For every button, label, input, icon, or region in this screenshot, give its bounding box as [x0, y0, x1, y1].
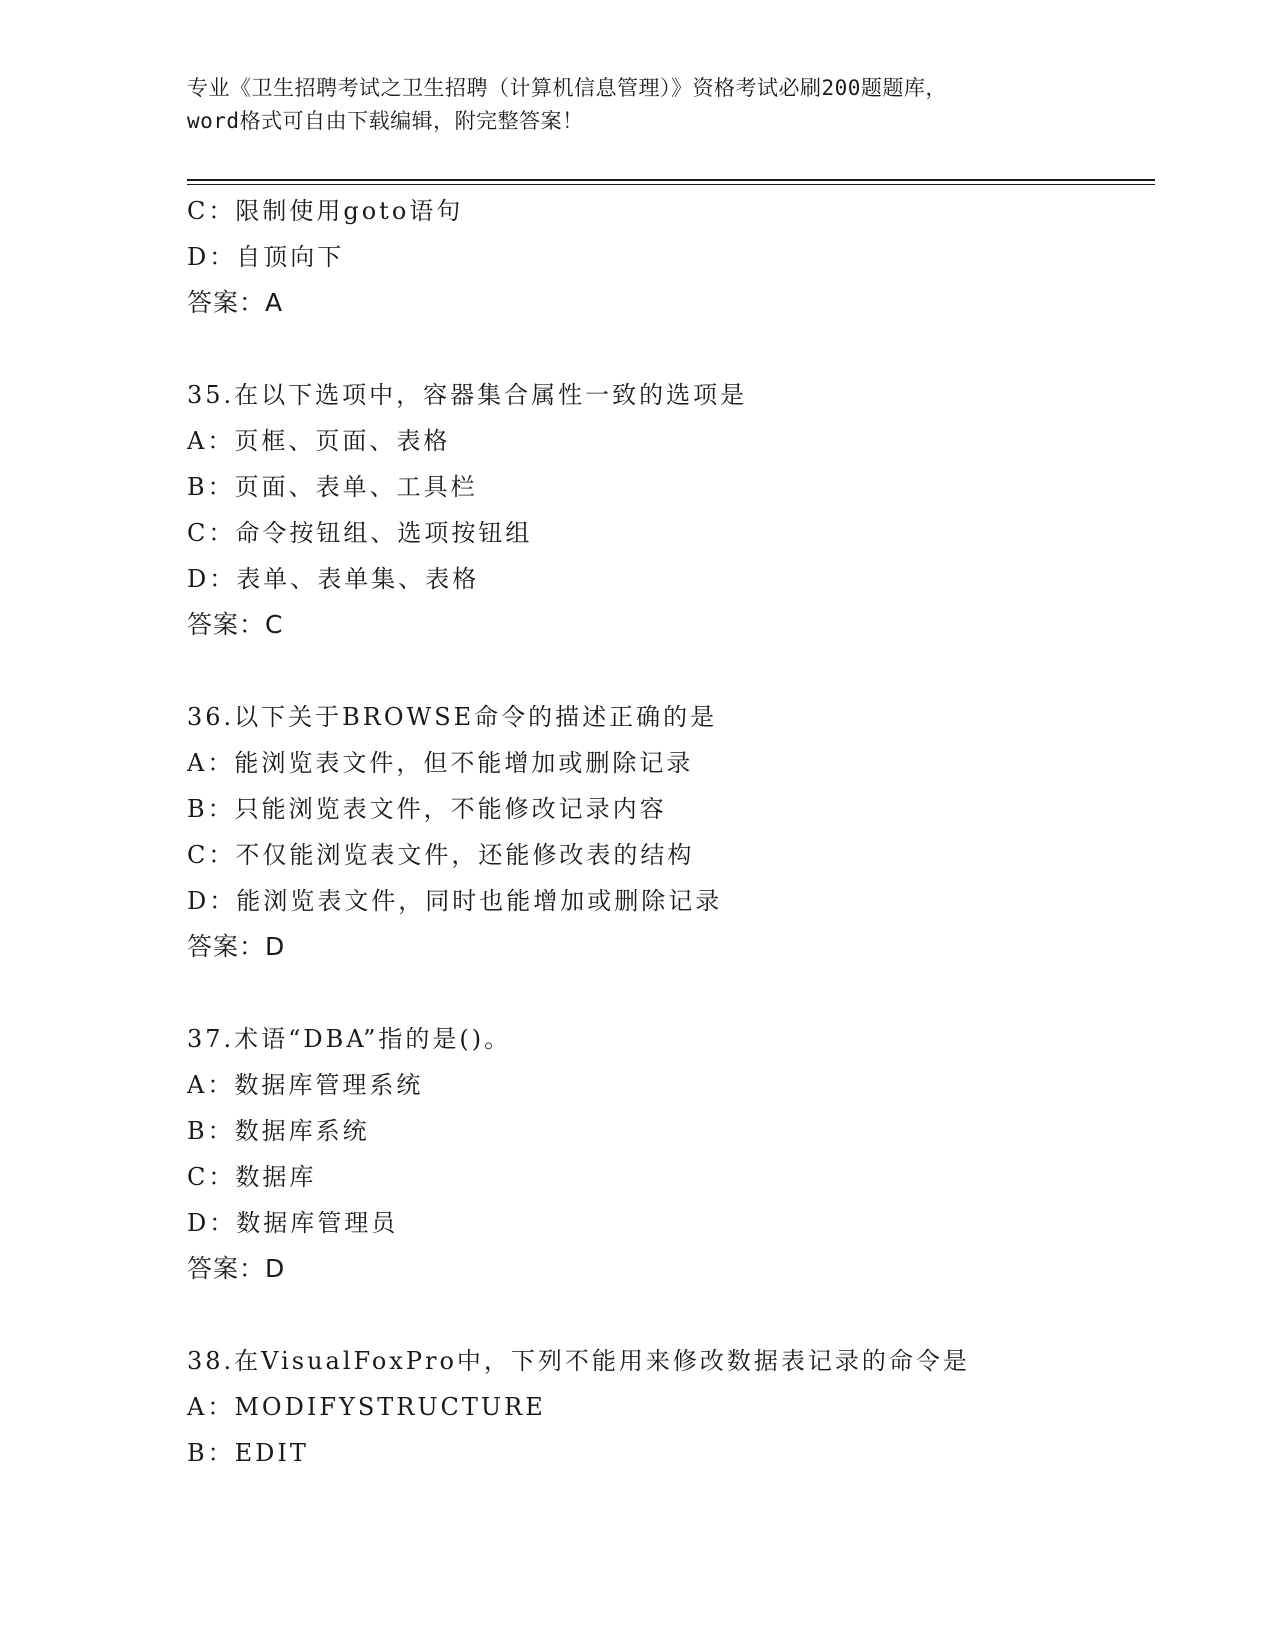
document-header — [187, 72, 1087, 138]
option-a: A：页框、页面、表格 — [187, 427, 451, 455]
option-a: A：能浏览表文件，但不能增加或删除记录 — [187, 749, 694, 777]
question-block-36 — [187, 694, 1155, 970]
question-text: 35.在以下选项中，容器集合属性一致的选项是 — [187, 381, 748, 409]
option-d: D：表单、表单集、表格 — [187, 565, 480, 593]
header-divider-thin — [187, 184, 1155, 185]
answer-line: 答案：A — [187, 288, 284, 317]
option-b: B：数据库系统 — [187, 1117, 370, 1145]
option-d: D：数据库管理员 — [187, 1209, 399, 1237]
option-c: C：不仅能浏览表文件，还能修改表的结构 — [187, 841, 695, 869]
option-d: D：能浏览表文件，同时也能增加或删除记录 — [187, 887, 723, 915]
option-c: C：命令按钮组、选项按钮组 — [187, 519, 533, 547]
option-b: B：EDIT — [187, 1439, 309, 1467]
option-b: B：只能浏览表文件，不能修改记录内容 — [187, 795, 667, 823]
question-text: 36.以下关于BROWSE命令的描述正确的是 — [187, 703, 718, 731]
header-line-1: 专业《卫生招聘考试之卫生招聘（计算机信息管理）》资格考试必刷200题题库， — [187, 76, 947, 100]
option-c: C：数据库 — [187, 1163, 317, 1191]
question-block-38 — [187, 1338, 1155, 1476]
question-text: 38.在VisualFoxPro中，下列不能用来修改数据表记录的命令是 — [187, 1347, 970, 1375]
option-a: A：数据库管理系统 — [187, 1071, 424, 1099]
question-text: 37.术语“DBA”指的是()。 — [187, 1025, 512, 1053]
question-block-34 — [187, 188, 1155, 326]
answer-line: 答案：D — [187, 932, 286, 961]
option-d: D：自顶向下 — [187, 243, 345, 271]
question-list — [187, 188, 1155, 1476]
question-block-35 — [187, 372, 1155, 648]
header-line-2: word格式可自由下载编辑，附完整答案！ — [187, 109, 584, 133]
header-divider-thick — [187, 179, 1155, 181]
option-b: B：页面、表单、工具栏 — [187, 473, 478, 501]
option-c: C：限制使用goto语句 — [187, 197, 464, 225]
answer-line: 答案：C — [187, 610, 284, 639]
answer-line: 答案：D — [187, 1254, 286, 1283]
option-a: A：MODIFYSTRUCTURE — [187, 1393, 546, 1421]
question-block-37 — [187, 1016, 1155, 1292]
